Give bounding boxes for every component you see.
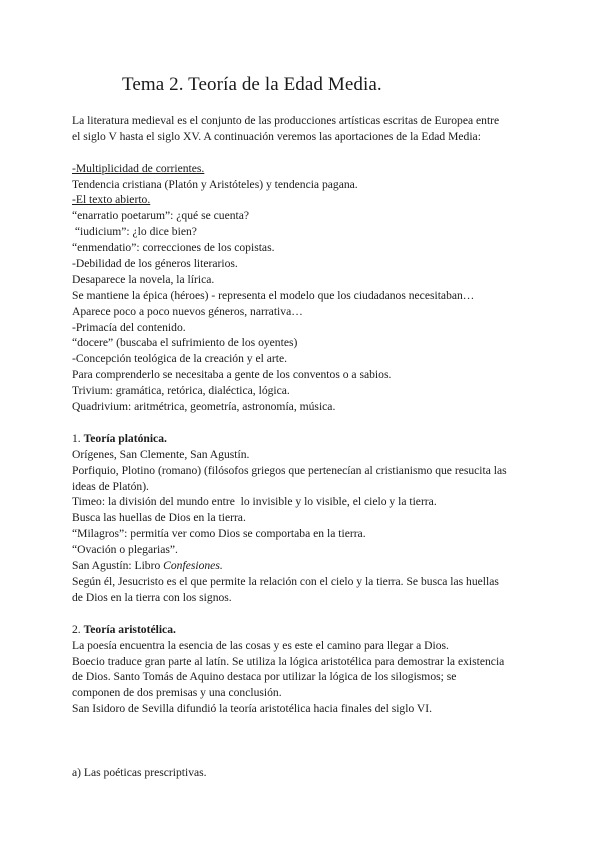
enarratio-line: “enarratio poetarum”: ¿qué se cuenta? <box>72 209 250 223</box>
boecio-line-1: Boecio traduce gran parte al latín. Se utiliza la lógica aristotélica para demostrar la existencia <box>72 654 505 668</box>
origenes-line: Orígenes, San Clemente, San Agustín. <box>72 447 250 461</box>
poeticas-prescriptivas-line: a) Las poéticas prescriptivas. <box>72 766 207 780</box>
porfiquio-line-2: ideas de Platón). <box>72 479 149 493</box>
debilidad-line: -Debilidad de los géneros literarios. <box>72 257 238 271</box>
segun-line-1: Según él, Jesucristo es el que permite la relación con el cielo y la tierra. Se busca las huellas <box>72 574 499 588</box>
section-heading-text: Teoría aristotélica. <box>83 622 176 636</box>
section-number: 2. <box>72 622 84 636</box>
spacer <box>72 415 540 431</box>
busca-line: Busca las huellas de Dios en la tierra. <box>72 511 246 525</box>
iudicium-line: “iudicium”: ¿lo dice bien? <box>72 225 197 239</box>
segun-line-2: de Dios en la tierra con los signos. <box>72 590 232 604</box>
quadrivium-line: Quadrivium: aritmétrica, geometría, astronomía, música. <box>72 400 336 414</box>
desaparece-line: Desaparece la novela, la lírica. <box>72 272 215 286</box>
porfiquio-line-1: Porfiquio, Plotino (romano) (filósofos griegos que pertenecían al cristianismo que resucita las <box>72 463 507 477</box>
intro-line-1: La literatura medieval es el conjunto de las producciones artísticas escritas de Europea entre <box>72 114 500 127</box>
ovacion-line: “Ovación o plegarias”. <box>72 543 178 557</box>
section-heading-text: Teoría platónica. <box>83 431 167 445</box>
spacer <box>72 606 540 622</box>
primacia-line: -Primacía del contenido. <box>72 320 186 334</box>
document-body <box>72 113 540 781</box>
spacer <box>72 717 540 765</box>
aparece-line: Aparece poco a poco nuevos géneros, narrativa… <box>72 304 303 318</box>
section-heading-aristotelica <box>72 622 540 638</box>
intro-line-2: el siglo V hasta el siglo XV. A continuación veremos las aportaciones de la Edad Media: <box>72 129 481 143</box>
section-number: 1. <box>72 431 84 445</box>
trivium-line: Trivium: gramática, retórica, dialéctica, lógica. <box>72 384 290 398</box>
section-heading-platonica <box>72 431 540 447</box>
tendencia-line: Tendencia cristiana (Platón y Aristóteles) y tendencia pagana. <box>72 177 358 191</box>
comprender-line: Para comprenderlo se necesitaba a gente de los conventos o a sabios. <box>72 368 392 382</box>
multiplicidad-text: -Multiplicidad de corrientes. <box>72 161 205 175</box>
spacer <box>72 145 540 161</box>
section-heading-texto-abierto <box>72 192 540 208</box>
poesia-line: La poesía encuentra la esencia de las cosas y es este el camino para llegar a Dios. <box>72 638 449 652</box>
milagros-line: “Milagros”: permitía ver como Dios se comportaba en la tierra. <box>72 527 366 541</box>
boecio-line-3: componen de dos premisas y una conclusión. <box>72 686 282 700</box>
concepcion-line: -Concepción teológica de la creación y el arte. <box>72 352 288 366</box>
timeo-line: Timeo: la división del mundo entre lo invisible y lo visible, el cielo y la tierra. <box>72 495 437 509</box>
agustin-line <box>72 558 540 574</box>
section-heading-multiplicidad <box>72 161 540 177</box>
agustin-book-title: Confesiones. <box>163 559 223 573</box>
page-title: Tema 2. Teoría de la Edad Media. <box>122 74 382 95</box>
texto-abierto-text: -El texto abierto. <box>72 193 151 207</box>
boecio-line-2: de Dios. Santo Tomás de Aquino destaca por utilizar la lógica de los silogismos; se <box>72 670 457 684</box>
agustin-prefix: San Agustín: Libro <box>72 559 164 573</box>
enmendatio-line: “enmendatio”: correcciones de los copistas. <box>72 241 275 255</box>
docere-line: “docere” (buscaba el sufrimiento de los oyentes) <box>72 336 298 350</box>
epica-line: Se mantiene la épica (héroes) - representa el modelo que los ciudadanos necesitaban… <box>72 288 475 302</box>
isidoro-line: San Isidoro de Sevilla difundió la teoría aristotélica hacia finales del siglo VI. <box>72 702 433 716</box>
